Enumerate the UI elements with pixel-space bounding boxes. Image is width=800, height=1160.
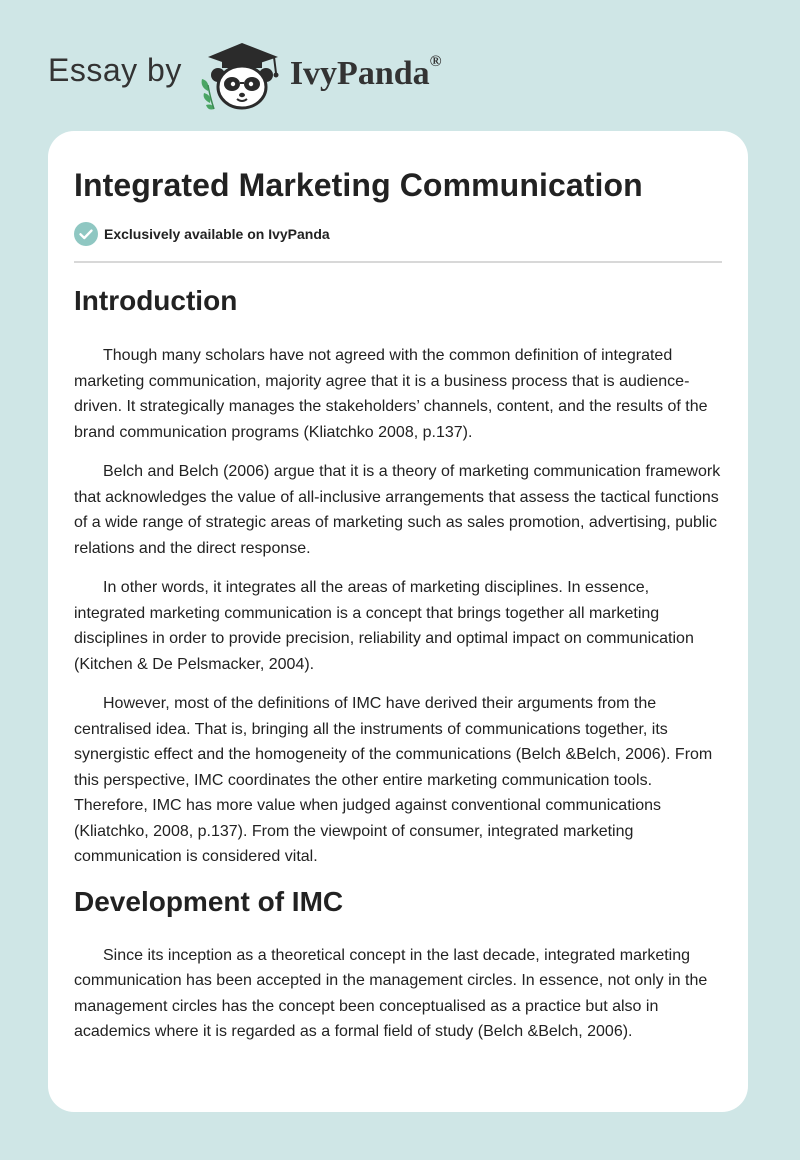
- panda-graduate-logo-icon: [196, 37, 286, 111]
- essay-body: [74, 281, 724, 1045]
- paragraph: However, most of the definitions of IMC have derived their arguments from the centralised idea. That is, bringing all the instruments of communications together, its synergistic effect and the homogeneity of the communications (Belch &Belch, 2006). From this perspective, IMC coordinates the other entire marketing communication tools. Therefore, IMC has more value when judged against conventional communications (Kliatchko, 2008, p.137). From the viewpoint of consumer, integrated marketing communication is considered vital.: [74, 695, 713, 865]
- section-heading-development: Development of IMC: [74, 885, 344, 917]
- paragraph: In other words, it integrates all the areas of marketing disciplines. In essence, integrated marketing communication is a concept that brings together all marketing disciplines in order to provide precision, reliability and optimal impact on communication (Kitchen & De Pelsmacker, 2004).: [74, 579, 694, 673]
- brand-prefix: Essay by: [48, 51, 182, 88]
- page-title: Integrated Marketing Communication: [74, 167, 643, 203]
- brand-name: IvyPanda®: [289, 53, 442, 92]
- paragraph: Since its inception as a theoretical concept in the last decade, integrated marketing communication has been accepted in the management circles. In essence, not only in the management circles has the concept been conceptualised as a practice but also in academics where it is regarded as a formal field of study (Belch &Belch, 2006).: [74, 946, 708, 1040]
- registered-mark: ®: [429, 53, 442, 70]
- paragraph: Belch and Belch (2006) argue that it is a theory of marketing communication framework that acknowledges the value of all-inclusive arrangements that assess the tactical functions of a wide range of strategic areas of marketing such as sales promotion, advertising, public relations and the direct response.: [74, 463, 721, 557]
- exclusive-badge-text: Exclusively available on IvyPanda: [104, 226, 330, 242]
- paragraph: Though many scholars have not agreed with the common definition of integrated marketing communication, majority agree that it is a business process that is audience-driven. It strategically manages the stakeholders’ channels, content, and the results of the brand communication programs (Kliatchko 2008, p.137).: [74, 347, 708, 441]
- essay-card: [48, 131, 748, 1112]
- check-circle-icon: [74, 222, 98, 246]
- section-heading-introduction: Introduction: [74, 285, 238, 316]
- exclusive-badge: [74, 222, 330, 246]
- title-divider: [74, 261, 722, 263]
- site-header: [48, 34, 442, 114]
